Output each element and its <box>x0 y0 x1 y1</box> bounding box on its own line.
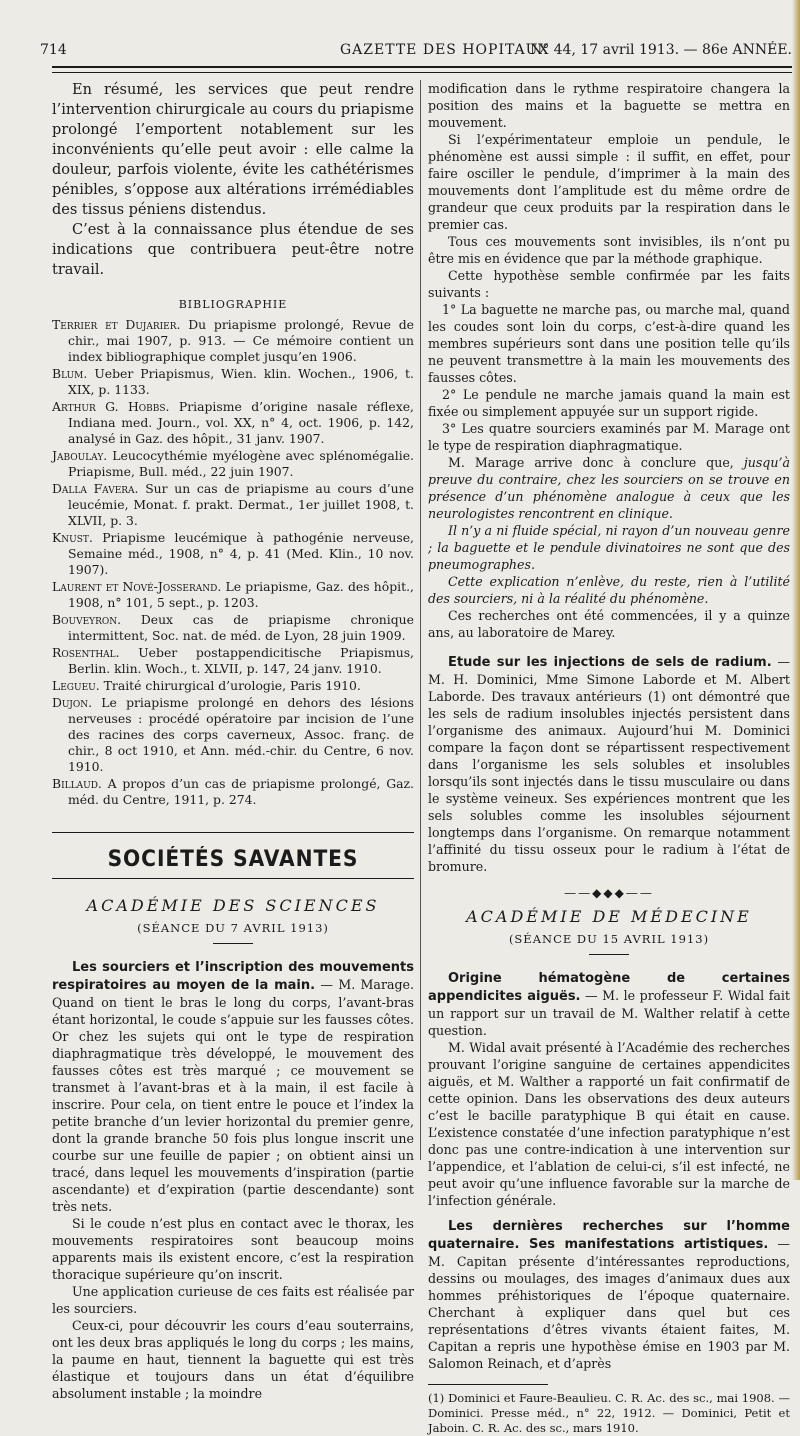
session-date: (SÉANCE DU 15 AVRIL 1913) <box>508 932 710 946</box>
journal-title: GAZETTE DES HOPITAUX <box>340 42 550 58</box>
column-divider <box>420 80 421 1160</box>
page-number: 714 <box>40 42 67 58</box>
bibliography-text: Leucocythémie myélogène avec splénomégalie. Priapisme, Bull. méd., 22 juin 1907. <box>68 448 414 479</box>
article-title: Les sourciers et l’inscription des mouvements respiratoires au moyen de la main. <box>52 960 414 993</box>
article-title: Origine hématogène de certaines appendicites aiguës. <box>428 971 790 1004</box>
short-rule <box>589 954 629 955</box>
academy-heading: ACADÉMIE DES SCIENCES <box>86 896 380 915</box>
bibliography-author: Legueu. <box>52 678 100 693</box>
article-text: — M. Capitan présente d’intéressantes reproductions, dessins ou moulages, des images d’animaux dues aux hommes préhistoriques de l’époque quaternaire. Cherchant à expliquer dans quel but ces représentations d’êtres vivants étaient faites, M. Capitan a repris une hypothèse émise en 1903 par M. Salomon Reinach, et d’après <box>428 1236 790 1371</box>
issue-info: N° 44, 17 avril 1913. — 86e ANNÉE. <box>529 42 792 58</box>
article-paragraph <box>428 1217 790 1372</box>
article-title: Etude sur les injections de sels de radium. <box>448 655 772 670</box>
left-column <box>52 80 414 1402</box>
bibliography-entry <box>52 317 414 365</box>
header-rule <box>52 66 792 68</box>
bibliography-author: Laurent et Nové-Josserand. <box>52 579 222 594</box>
short-rule <box>213 943 253 944</box>
article-paragraph: Cette explication n’enlève, du reste, rien à l’utilité des sourciers, ni à la réalité du phénomène. <box>428 574 790 606</box>
footnote-rule <box>428 1384 548 1385</box>
bibliography-entry <box>52 530 414 578</box>
article-title: Les dernières recherches sur l’homme quaternaire. Ses manifestations artistiques. <box>428 1219 790 1252</box>
article-paragraph: M. Widal avait présenté à l’Académie des recherches prouvant l’origine sanguine de certaines appendicites aiguës, et M. Walther a rapporté un fait confirmatif de cette opinion. Dans les observations des deux auteurs c’est le bacille paratyphique B qui était en cause. L’existence constatée d’une infection paratyphique n’est donc pas une contre-indication à une intervention sur l’appendice, et l’ablation de celui-ci, s’il est infecté, ne peut avoir qu’une influence favorable sur la marche de l’infection générale. <box>428 1040 790 1208</box>
numbered-item: 1° La baguette ne marche pas, ou marche mal, quand les coudes sont loin du corps, c’est-à-dire quand les membres supérieurs sont dans une position telle qu’ils ne peuvent transmettre à la main les mouvements des fausses côtes. <box>428 302 790 385</box>
intro-paragraph: C’est à la connaissance plus étendue de ses indications que contribuera peut-être notre travail. <box>52 222 414 278</box>
bibliography-author: Blum. <box>52 366 88 381</box>
article-paragraph: Si le coude n’est plus en contact avec le thorax, les mouvements respiratoires sont beaucoup moins apparents mais ils existent encore, c’est la respiration thoracique supérieure qu’on inscrit. <box>52 1216 414 1282</box>
bibliography-entry <box>52 448 414 480</box>
bibliography-text: Le priapisme prolongé en dehors des lésions nerveuses : procédé opératoire par incision de l’une des racines des corps caverneux, Assoc. franç. de chir., 8 oct 1910, et Ann. méd.-chir. du Centre, 6 nov. 1910. <box>68 695 414 774</box>
article-paragraph: Si l’expérimentateur emploie un pendule, le phénomène est aussi simple : il suffit, en effet, pour faire osciller le pendule, d’imprimer à la main des mouvements dont l’amplitude est du même ordre de grandeur que ceux produits par la respiration dans le premier cas. <box>428 132 790 232</box>
bibliography-author: Rosenthal. <box>52 645 120 660</box>
section-rule <box>52 878 414 879</box>
bibliography-entry <box>52 776 414 808</box>
article-paragraph <box>52 958 414 1215</box>
article-text: Quand on tient le bras le long du corps, l’avant-bras étant horizontal, le coude s’appuie sur les fausses côtes. Or chez les sujets qui ont le type de respiration diaphragmatique très développé, le mouvement des fausses côtes est très marqué ; ce mouvement se transmet à l’avant-bras et à la main, il est facile à inscrire. Pour cela, on tient entre le pouce et l’index la petite branche d’un levier horizontal du premier genre, dont la grande branche 50 fois plus longue inscrit une courbe sur une feuille de papier ; on obtient ainsi un tracé, dans lequel les mouvements d’inspiration (partie ascendante) et d’expiration (partie descendante) sont très nets. <box>52 995 414 1214</box>
bibliography-text: Sur un cas de priapisme au cours d’une leucémie, Monat. f. prakt. Dermat., 1er juillet 1908, t. XLVII, p. 3. <box>68 481 414 528</box>
article-paragraph <box>428 454 790 522</box>
bibliography-author: Arthur G. Hobbs. <box>52 399 170 414</box>
bibliography-text: Priapisme d’origine nasale réflexe, Indiana med. Journ., vol. XX, n° 4, oct. 1906, p. 142, analysé in Gaz. des hôpit., 31 janv. 1907. <box>68 399 414 446</box>
bibliography-author: Dalla Favera. <box>52 481 139 496</box>
article-paragraph <box>428 653 790 875</box>
bibliography-text: Deux cas de priapisme chronique intermittent, Soc. nat. de méd. de Lyon, 28 juin 1909. <box>68 612 414 643</box>
bibliography-entry <box>52 399 414 447</box>
article-paragraph: Tous ces mouvements sont invisibles, ils n’ont pu être mis en évidence que par la méthode graphique. <box>428 234 790 266</box>
bibliography-author: Knust. <box>52 530 93 545</box>
intro-paragraph: En résumé, les services que peut rendre l’intervention chirurgicale au cours du priapisme prolongé l’emportent notablement sur les inconvénients qu’elle peut avoir : elle calme la douleur, parfois violente, évite les cathétérismes pénibles, s’oppose aux altérations irrémédiables des tissus péniens distendus. <box>52 82 414 218</box>
footnote: (1) Dominici et Faure-Beaulieu. C. R. Ac. des sc., mai 1908. — Dominici. Presse méd., n° 22, 1912. — Dominici, Petit et Jaboin. C. R. Ac. des sc., mars 1910. <box>428 1391 790 1435</box>
bibliography-text: Du priapisme prolongé, Revue de chir., mai 1907, p. 913. — Ce mémoire contient un index bibliographique complet jusqu’en 1906. <box>68 317 414 364</box>
bibliography-entry <box>52 366 414 398</box>
bibliography-text: Ueber postappendicitische Priapismus, Berlin. klin. Woch., t. XLVII, p. 147, 24 janv. 1910. <box>68 645 414 676</box>
bibliography-entry <box>52 695 414 775</box>
article-text: Des travaux antérieurs (1) ont démontré que les sels de radium insolubles injectés persistent dans l’organisme des animaux. Aujourd’hui M. Dominici compare la façon dont se répartissent respectivement dans l’organisme les sels solubles et insolubles lorsqu’ils sont injectés dans le tissu musculaire ou dans le système veineux. Ses expériences montrent que les sels solubles comme les insolubles séjournent longtemps dans l’organisme. On remarque notamment l’affinité du tissu osseux pour le radium à l’état de bromure. <box>428 689 790 874</box>
article-paragraph: Cette hypothèse semble confirmée par les faits suivants : <box>428 268 790 300</box>
article-text: — M. le professeur F. Widal fait un rapport sur un travail de M. Walther relatif à cette question. <box>428 988 790 1038</box>
numbered-item: 3° Les quatre sourciers examinés par M. Marage ont le type de respiration diaphragmatique. <box>428 421 790 453</box>
paragraph-text: M. Marage arrive donc à conclure que, <box>448 455 734 470</box>
article-paragraph: Une application curieuse de ces faits est réalisée par les sourciers. <box>52 1284 414 1316</box>
bibliography-text: Traité chirurgical d’urologie, Paris 1910. <box>103 678 361 693</box>
bibliography-entry <box>52 645 414 677</box>
article-paragraph: Ceux-ci, pour découvrir les cours d’eau souterrains, ont les deux bras appliqués le long du corps ; les mains, la paume en haut, tiennent la baguette qui est très élastique et toujours dans un état d’équilibre absolument instable ; la moindre <box>52 1318 414 1401</box>
italic-text: jusqu’à preuve du contraire, chez les sourciers on se trouve en présence d’un phénomène analogue à ceux que les neurologistes rencontrent en clinique. <box>428 455 790 521</box>
article-paragraph: Il n’y a ni fluide spécial, ni rayon d’un nouveau genre ; la baguette et le pendule divinatoires ne sont que des pneumographes. <box>428 523 790 572</box>
bibliography-text: Le priapisme, Gaz. des hôpit., 1908, n° 101, 5 sept., p. 1203. <box>68 579 414 610</box>
section-title: SOCIÉTÉS SAVANTES <box>107 847 359 872</box>
header-rule-thin <box>52 72 792 73</box>
ornament-divider: ——◆◆◆—— <box>564 886 654 900</box>
bibliography-list <box>52 317 414 808</box>
session-date: (SÉANCE DU 7 AVRIL 1913) <box>137 921 329 935</box>
bibliography-entry <box>52 678 414 694</box>
bibliography-entry <box>52 612 414 644</box>
running-header <box>40 38 792 64</box>
article-paragraph: Ces recherches ont été commencées, il y a quinze ans, au laboratoire de Marey. <box>428 608 790 640</box>
article-paragraph: modification dans le rythme respiratoire changera la position des mains et la baguette se mettra en mouvement. <box>428 81 790 130</box>
bibliography-text: Priapisme leucémique à pathogénie nerveuse, Semaine méd., 1908, n° 4, p. 41 (Med. Klin., 10 nov. 1907). <box>68 530 414 577</box>
academy-heading: ACADÉMIE DE MÉDECINE <box>466 907 752 926</box>
bibliography-author: Jaboulay. <box>52 448 108 463</box>
page-edge <box>792 0 800 1180</box>
bibliography-heading: BIBLIOGRAPHIE <box>178 298 288 311</box>
numbered-item: 2° Le pendule ne marche jamais quand la main est fixée ou simplement appuyée sur un support rigide. <box>428 387 790 419</box>
section-rule <box>52 832 414 833</box>
bibliography-author: Billaud. <box>52 776 102 791</box>
bibliography-author: Terrier et Dujarier. <box>52 317 181 332</box>
bibliography-text: Ueber Priapismus, Wien. klin. Wochen., 1906, t. XIX, p. 1133. <box>68 366 414 397</box>
bibliography-author: Dujon. <box>52 695 93 710</box>
bibliography-text: A propos d’un cas de priapisme prolongé, Gaz. méd. du Centre, 1911, p. 274. <box>68 776 414 807</box>
right-column <box>428 80 790 1436</box>
bibliography-entry <box>52 481 414 529</box>
bibliography-entry <box>52 579 414 611</box>
bibliography-author: Bouveyron. <box>52 612 122 627</box>
article-paragraph <box>428 969 790 1039</box>
article-author: — M. H. Dominici, Mme Simone Laborde et M. Albert Laborde. <box>428 654 791 704</box>
article-author: — M. Marage. <box>320 977 414 992</box>
